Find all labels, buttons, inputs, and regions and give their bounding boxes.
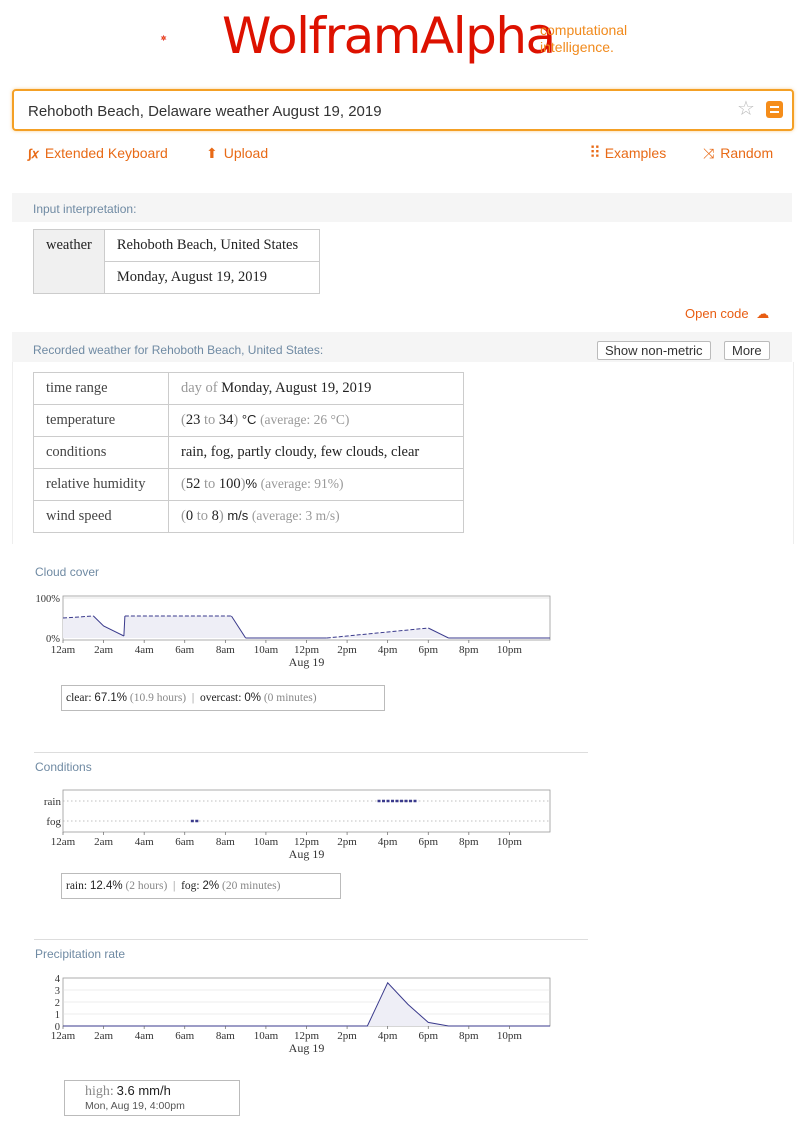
- conditions-chart: [20, 786, 560, 864]
- random-label: Random: [720, 145, 774, 161]
- y-tick-label: 0%: [46, 634, 60, 645]
- y-tick-label: 1: [54, 1010, 60, 1021]
- precipitation-line: [63, 983, 550, 1026]
- humidity-average: (average: 91%): [260, 476, 344, 491]
- rain-value: 12.4%: [89, 880, 123, 892]
- conditions-stats: [61, 873, 341, 899]
- search-input[interactable]: [26, 91, 720, 131]
- x-tick-label: 12am: [50, 1030, 76, 1042]
- row-label: time range: [34, 373, 169, 405]
- x-tick-label: 2pm: [337, 1030, 357, 1042]
- x-tick-label: 10pm: [496, 836, 522, 848]
- wind-average: (average: 3 m/s): [251, 508, 340, 523]
- clear-duration: (10.9 hours): [129, 692, 187, 704]
- y-tick-label: 100%: [35, 594, 60, 605]
- open-code-label: Open code: [685, 306, 749, 321]
- tagline-line-2: intelligence.: [540, 39, 614, 55]
- x-tick-label: 4am: [134, 1030, 154, 1042]
- x-tick-label: 10pm: [496, 1030, 522, 1042]
- table-row: wind speed (0 to 8) m/s (average: 3 m/s): [34, 501, 464, 533]
- row-label: wind speed: [34, 501, 169, 533]
- clear-label: clear:: [66, 692, 92, 704]
- extended-keyboard-label: Extended Keyboard: [44, 145, 168, 161]
- high-time: Mon, Aug 19, 4:00pm: [85, 1100, 185, 1112]
- conditions-title: Conditions: [35, 760, 92, 774]
- fog-label: fog:: [181, 880, 200, 892]
- precipitation-stats: [64, 1080, 240, 1116]
- wind-low: 0: [185, 508, 194, 524]
- x-tick-label: 10am: [253, 644, 279, 656]
- cloud-upload-icon: ☁: [756, 306, 770, 321]
- rain-duration: (2 hours): [125, 880, 168, 892]
- extended-keyboard-button[interactable]: [28, 144, 168, 163]
- table-row: [34, 437, 464, 469]
- x-tick-label: 8am: [215, 836, 235, 848]
- logo-wordmark: WolframAlpha: [222, 7, 555, 65]
- row-label: conditions: [34, 437, 169, 469]
- precipitation-title: Precipitation rate: [35, 947, 126, 961]
- x-tick-label: 12pm: [293, 836, 320, 848]
- temp-high: 34: [218, 412, 234, 428]
- show-non-metric-button[interactable]: Show non-metric: [597, 341, 711, 360]
- random-button[interactable]: [703, 144, 773, 162]
- x-tick-label: 6am: [175, 1030, 195, 1042]
- examples-label: Examples: [604, 145, 667, 161]
- overcast-label: overcast:: [199, 692, 242, 704]
- x-tick-label: 6pm: [418, 1030, 439, 1042]
- fog-value: 2%: [202, 880, 220, 892]
- x-tick-label: 4am: [134, 644, 154, 656]
- x-tick-label: 10pm: [496, 644, 522, 656]
- keyboard-icon: ∫𝑥: [28, 146, 39, 161]
- humidity-unit: %: [245, 476, 258, 491]
- row-label: relative humidity: [34, 469, 169, 501]
- x-tick-label: 2pm: [337, 836, 357, 848]
- tagline-line-1: computational: [540, 22, 628, 38]
- conditions-value: rain, fog, partly cloudy, few clouds, clear: [169, 437, 464, 469]
- rain-label: rain:: [66, 880, 88, 892]
- section-divider: [34, 939, 588, 940]
- x-tick-label: 12am: [50, 644, 76, 656]
- fog-duration: (20 minutes): [222, 880, 281, 892]
- x-tick-label: 4am: [134, 836, 154, 848]
- y-tick-label: 3: [54, 986, 60, 997]
- cloud-cover-chart: [20, 588, 560, 676]
- x-tick-label: 6am: [175, 644, 195, 656]
- high-label: high:: [85, 1084, 114, 1099]
- weather-table: [33, 372, 464, 533]
- equal-menu-icon[interactable]: [766, 101, 783, 118]
- table-row: temperature (23 to 34) °C (average: 26 °C): [34, 405, 464, 437]
- clear-value: 67.1%: [94, 692, 128, 704]
- x-tick-label: 6pm: [418, 836, 439, 848]
- overcast-duration: (0 minutes): [263, 692, 317, 704]
- x-tick-label: 10am: [253, 836, 279, 848]
- x-tick-label: 2am: [94, 1030, 114, 1042]
- precipitation-chart: [20, 972, 560, 1062]
- upload-icon: ⬆: [206, 145, 218, 161]
- x-tick-label: 12pm: [293, 1030, 320, 1042]
- examples-button[interactable]: [589, 144, 666, 163]
- cloud-area: [63, 616, 550, 638]
- humidity-low: 52: [185, 476, 201, 492]
- temp-unit: °C: [241, 412, 257, 427]
- cloud-cover-title: Cloud cover: [35, 565, 100, 579]
- logo-tagline: [540, 22, 627, 56]
- upload-label: Upload: [223, 145, 269, 161]
- y-tick-label: 2: [54, 998, 60, 1009]
- stat-separator: |: [191, 692, 195, 704]
- plot-frame: [63, 790, 550, 832]
- x-tick-label: 8pm: [459, 836, 479, 848]
- x-axis-date-label: Aug 19: [288, 1041, 325, 1055]
- search-box: [12, 89, 794, 131]
- day-of-prefix: day of: [181, 380, 218, 396]
- temp-low: 23: [185, 412, 201, 428]
- table-row: [34, 373, 464, 405]
- x-tick-label: 2pm: [337, 644, 357, 656]
- shuffle-icon: ⤨: [703, 145, 715, 161]
- section-divider: [34, 752, 588, 753]
- x-tick-label: 4pm: [377, 1030, 398, 1042]
- x-tick-label: 4pm: [377, 836, 398, 848]
- interpretation-table: [33, 229, 320, 294]
- more-button[interactable]: More: [724, 341, 770, 360]
- y-tick-label: 0: [54, 1022, 60, 1033]
- humidity-high: 100: [218, 476, 241, 492]
- x-axis-date-label: Aug 19: [288, 655, 325, 669]
- upload-button[interactable]: [206, 144, 268, 162]
- precipitation-area: [63, 983, 550, 1026]
- table-row: relative humidity (52 to 100)% (average: 91%): [34, 469, 464, 501]
- time-range-value: Monday, August 19, 2019: [221, 380, 372, 396]
- x-tick-label: 8pm: [459, 1030, 479, 1042]
- cloud-cover-stats: [61, 685, 385, 711]
- x-tick-label: 12am: [50, 836, 76, 848]
- wolfram-logo-icon: [160, 8, 220, 68]
- wind-to: to: [196, 508, 208, 524]
- temp-average: (average: 26 °C): [260, 412, 350, 427]
- interpretation-location: Rehoboth Beach, United States: [104, 230, 319, 262]
- x-tick-label: 4pm: [377, 644, 398, 656]
- x-tick-label: 10am: [253, 1030, 279, 1042]
- input-interpretation-title: Input interpretation:: [33, 202, 137, 216]
- x-tick-label: 12pm: [293, 644, 320, 656]
- x-tick-label: 8am: [215, 1030, 235, 1042]
- x-tick-label: 2am: [94, 644, 114, 656]
- x-axis-date-label: Aug 19: [288, 847, 325, 861]
- temp-to: to: [203, 412, 216, 428]
- interpretation-date: Monday, August 19, 2019: [104, 262, 319, 294]
- interpretation-label: weather: [34, 230, 105, 294]
- x-tick-label: 2am: [94, 836, 114, 848]
- stat-separator: |: [173, 880, 176, 892]
- y-category-label: rain: [43, 796, 61, 808]
- open-code-link[interactable]: [685, 306, 769, 322]
- grid-icon: ⠿: [589, 145, 599, 162]
- x-tick-label: 6pm: [418, 644, 439, 656]
- wind-unit: m/s: [227, 508, 249, 523]
- y-category-label: fog: [46, 816, 61, 828]
- y-tick-label: 4: [54, 974, 60, 985]
- x-tick-label: 8am: [215, 644, 235, 656]
- row-label: temperature: [34, 405, 169, 437]
- humidity-to: to: [203, 476, 216, 492]
- high-value: 3.6 mm/h: [116, 1083, 171, 1098]
- star-icon[interactable]: ☆: [737, 98, 755, 120]
- x-tick-label: 6am: [175, 836, 195, 848]
- recorded-weather-title: Recorded weather for Rehoboth Beach, United States:: [33, 343, 324, 357]
- wind-high: 8: [211, 508, 219, 524]
- x-tick-label: 8pm: [459, 644, 479, 656]
- overcast-value: 0%: [244, 692, 261, 704]
